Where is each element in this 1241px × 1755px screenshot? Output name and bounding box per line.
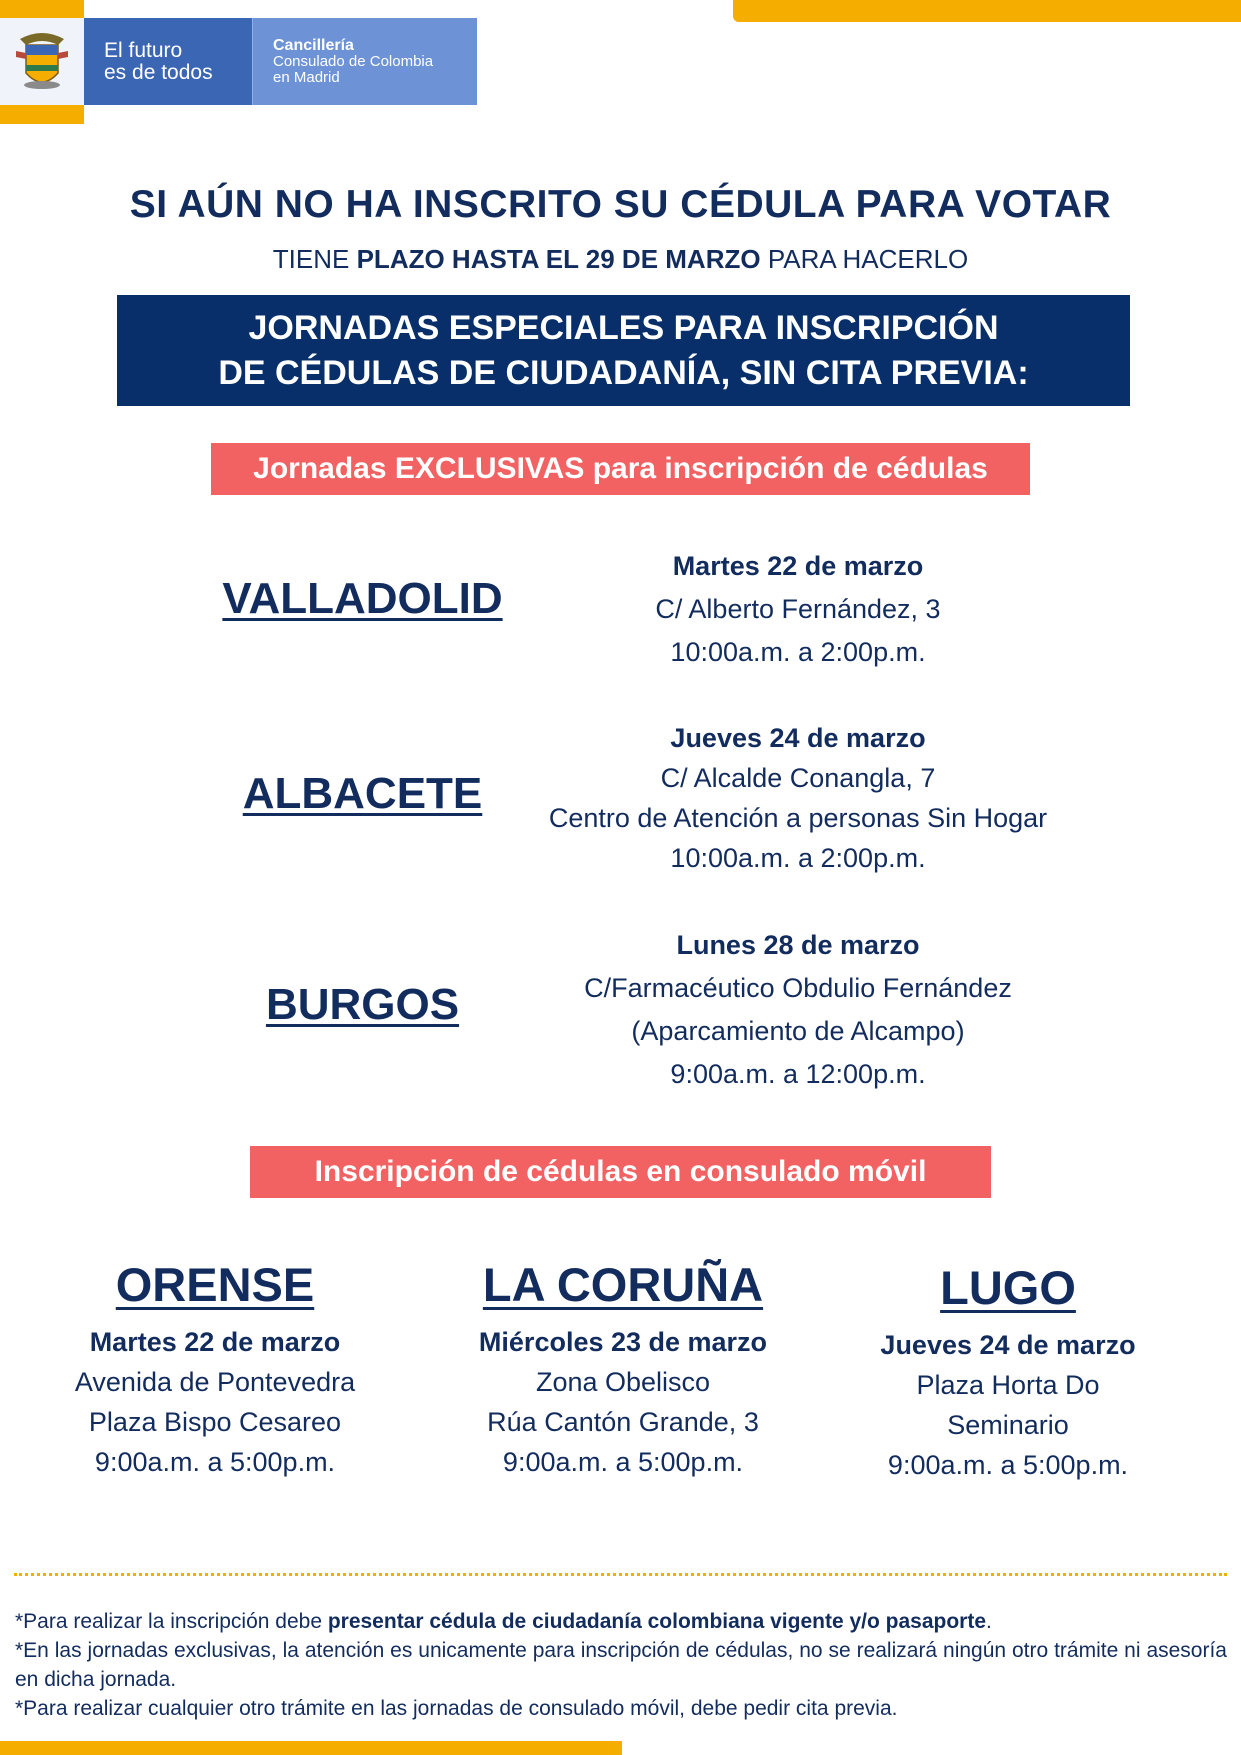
session-hours: 9:00a.m. a 5:00p.m. <box>502 1447 744 1477</box>
session-date: Jueves 24 de marzo <box>880 1330 1136 1360</box>
session-hours: 9:00a.m. a 12:00p.m. <box>670 1059 926 1089</box>
city-valladolid: VALLADOLID <box>222 574 503 623</box>
session-date: Miércoles 23 de marzo <box>478 1327 768 1357</box>
top-right-accent-bar <box>733 0 1241 22</box>
slogan-line-2: es de todos <box>104 60 213 84</box>
session-address: C/ Alberto Fernández, 3 <box>655 594 941 624</box>
banner-line-2: DE CÉDULAS DE CIUDADANÍA, SIN CITA PREVIA: <box>218 353 1029 392</box>
session-venue: (Aparcamiento de Alcampo) <box>631 1016 965 1046</box>
entity-box <box>252 18 477 105</box>
city-albacete: ALBACETE <box>242 769 483 818</box>
session-address: Zona Obelisco <box>535 1367 711 1397</box>
session-hours: 9:00a.m. a 5:00p.m. <box>94 1447 336 1477</box>
entity-line-2: Consulado de Colombia <box>273 52 434 70</box>
session-venue: Rúa Cantón Grande, 3 <box>487 1407 759 1437</box>
page-subtitle <box>0 244 1241 275</box>
session-hours: 10:00a.m. a 2:00p.m. <box>670 637 926 667</box>
session-address: C/ Alcalde Conangla, 7 <box>660 763 936 793</box>
colombia-coat-of-arms-icon <box>12 29 72 95</box>
session-info-valladolid <box>518 545 1078 674</box>
subtitle-post: PARA HACERLO <box>760 244 969 274</box>
footnote-1 <box>15 1607 1227 1636</box>
session-address: Avenida de Pontevedra <box>74 1367 356 1397</box>
mobile-session-orense <box>45 1250 385 1482</box>
special-sessions-banner <box>117 295 1130 406</box>
bottom-accent-bar <box>0 1741 622 1755</box>
entity-line-3: en Madrid <box>273 68 340 86</box>
mobile-session-lugo <box>855 1253 1161 1485</box>
city-orense: ORENSE <box>115 1258 315 1311</box>
session-info-albacete <box>518 718 1078 878</box>
slogan-box <box>84 18 252 105</box>
session-date: Lunes 28 de marzo <box>676 930 920 960</box>
session-venue: Seminario <box>947 1410 1069 1440</box>
city-burgos: BURGOS <box>265 980 460 1029</box>
session-address: C/Farmacéutico Obdulio Fernández <box>584 973 1012 1003</box>
subtitle-pre: TIENE <box>272 244 357 274</box>
banner-line-1: JORNADAS ESPECIALES PARA INSCRIPCIÓN <box>248 308 999 347</box>
session-date: Jueves 24 de marzo <box>670 723 926 753</box>
subtitle-deadline: PLAZO HASTA EL 29 DE MARZO <box>356 244 761 274</box>
session-date: Martes 22 de marzo <box>89 1327 341 1357</box>
header-logo-block <box>0 18 477 105</box>
city-la-coruna: LA CORUÑA <box>482 1258 764 1311</box>
session-venue: Centro de Atención a personas Sin Hogar <box>548 803 1048 833</box>
mobile-session-la-coruna <box>445 1250 801 1482</box>
exclusive-sessions-label: Jornadas EXCLUSIVAS para inscripción de cédulas <box>211 443 1030 495</box>
session-info-burgos <box>518 924 1078 1096</box>
footnote-3: *Para realizar cualquier otro trámite en las jornadas de consulado móvil, debe pedir cita previa. <box>15 1697 898 1720</box>
session-hours: 10:00a.m. a 2:00p.m. <box>670 843 926 873</box>
slogan-line-1: El futuro <box>104 38 183 62</box>
entity-line-1: Cancillería <box>273 36 354 54</box>
footnote-1-pre: *Para realizar la inscripción debe <box>15 1610 328 1633</box>
session-address: Plaza Horta Do <box>916 1370 1100 1400</box>
session-hours: 9:00a.m. a 5:00p.m. <box>887 1450 1129 1480</box>
crest-container <box>0 18 84 105</box>
footnote-1-post: . <box>986 1610 992 1633</box>
dotted-divider <box>14 1573 1227 1576</box>
session-date: Martes 22 de marzo <box>672 551 924 581</box>
page-title: SI AÚN NO HA INSCRITO SU CÉDULA PARA VOTAR <box>129 183 1112 226</box>
city-lugo: LUGO <box>940 1261 1076 1314</box>
footnote-1-bold: presentar cédula de ciudadanía colombiana vigente y/o pasaporte <box>327 1610 987 1633</box>
footnote-2: *En las jornadas exclusivas, la atención es unicamente para inscripción de cédulas, no se realizará ningún otro trámite ni asesoría en dicha jornada. <box>15 1639 1227 1691</box>
footnotes <box>15 1607 1227 1723</box>
session-venue: Plaza Bispo Cesareo <box>88 1407 342 1437</box>
mobile-consulate-label: Inscripción de cédulas en consulado móvil <box>250 1146 991 1198</box>
